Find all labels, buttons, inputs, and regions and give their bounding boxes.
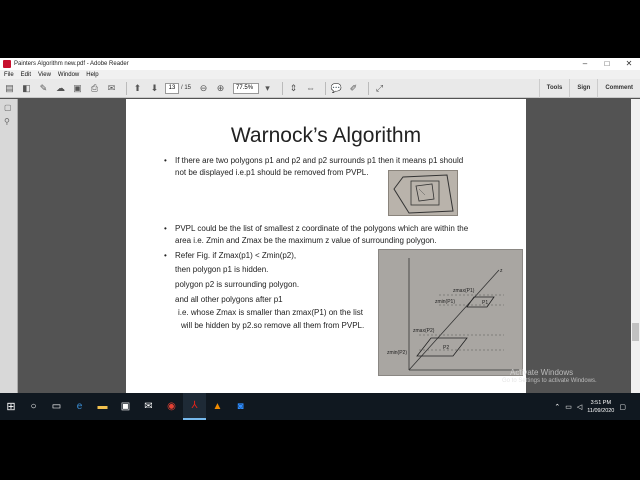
comment-button[interactable]: Comment [597,79,640,98]
menu-help[interactable]: Help [86,71,99,78]
text-line-c: and all other polygons after p1 [175,295,283,304]
zoom-select[interactable]: 77.5% [233,83,259,94]
start-button[interactable]: ⊞ [6,401,16,413]
task-view-icon[interactable]: ▭ [51,401,62,412]
bullet-1-line-1: • If there are two polygons p1 and p2 and p2 surrounds p1 then it means p1 should [175,155,463,167]
file-explorer-icon[interactable]: ▬ [97,401,108,412]
share-icon[interactable]: ☁ [56,82,65,93]
open-icon[interactable]: ▤ [5,82,14,93]
fig-label-p2: P2 [443,345,450,351]
comment-icon[interactable]: 💬 [330,82,343,93]
edge-icon[interactable]: e [76,401,83,412]
figure-surrounding-polygons [388,170,458,216]
minimize-button[interactable]: – [582,59,588,68]
page-number-input[interactable]: 13 [165,83,179,94]
notifications-icon[interactable]: ▢ [619,403,626,411]
close-button[interactable]: ✕ [625,59,633,68]
print-icon[interactable]: ⎙ [90,82,99,93]
fig-label-zmax-p2: zmax(P2) [413,328,435,334]
menu-view[interactable]: View [38,71,51,78]
bullet-1-line-2: not be displayed i.e.p1 should be removed from PVPL. [175,168,369,177]
zoom-dropdown-icon[interactable]: ▾ [265,82,270,93]
letterbox-bottom [0,420,640,480]
mail-icon[interactable]: ✉ [144,401,153,412]
slide-title: Warnock’s Algorithm [230,124,422,147]
fig-label-zmin-p2: zmin(P2) [387,350,408,356]
zoom-out-icon[interactable]: ⊖ [199,82,208,93]
volume-icon[interactable]: ◁ [576,403,583,411]
bullet-3-line-1: • Refer Fig. if Zmax(p1) < Zmin(p2), [175,250,296,262]
chrome-icon[interactable]: ◉ [167,401,176,412]
clock-time: 3:51 PM [590,399,612,406]
text-line-b: polygon p2 is surrounding polygon. [175,280,300,289]
title-bar [0,58,640,70]
zoom-in-icon[interactable]: ⊕ [216,82,225,93]
window-title: Painters Algorithm new.pdf - Adobe Reader [14,61,129,67]
bullet-2-line-1: • PVPL could be the list of smallest z coordinate of the polygons which are within the [175,223,468,235]
read-mode-icon[interactable]: ⤢ [375,82,384,93]
fig-label-zmin-p1: zmin(P1) [435,299,456,305]
edit-icon[interactable]: ✎ [39,82,48,93]
fit-width-icon[interactable]: ⇔ [306,83,316,93]
network-icon[interactable]: ▭ [565,403,572,411]
desktop-screen [0,58,640,420]
activate-windows-title: Activate Windows [510,368,574,377]
adobe-reader-taskbar-icon[interactable]: ⅄ [183,393,206,420]
scrollbar-thumb[interactable] [632,323,639,341]
page-thumbnails-icon[interactable]: ▢ [4,103,12,112]
adobe-reader-icon [3,60,11,68]
navigation-pane [0,99,18,420]
tools-button[interactable]: Tools [539,79,570,98]
system-tray [554,393,626,420]
highlight-icon[interactable]: ✐ [349,82,358,93]
text-line-a: then polygon p1 is hidden. [175,265,269,274]
letterbox-top [0,0,640,58]
sign-button[interactable]: Sign [569,79,597,98]
menu-bar [0,70,640,79]
next-page-icon[interactable]: ⬇ [150,82,159,93]
maximize-button[interactable]: □ [604,59,610,68]
vlc-icon[interactable]: ▲ [212,401,223,412]
menu-edit[interactable]: Edit [20,71,32,78]
bullet-2-line-2: area i.e. Zmin and Zmax be the maximum z value of surrounding polygon. [175,236,437,245]
prev-page-icon[interactable]: ⬆ [133,82,142,93]
clock[interactable] [587,399,614,415]
menu-window[interactable]: Window [57,71,80,78]
fig-label-p1: P1 [482,300,489,306]
text-line-e: will be hidden by p2.so remove all them from PVPL. [181,321,365,330]
page-total: / 15 [181,85,192,91]
pdf-page [126,99,526,419]
zoom-icon[interactable]: ◙ [237,401,244,412]
text-line-d: i.e. whose Zmax is smaller than zmax(P1) on the list [178,308,363,317]
figure-z-depth-polygons [378,249,523,376]
email-icon[interactable]: ✉ [107,82,116,93]
search-icon[interactable]: ○ [30,401,37,412]
vertical-scrollbar[interactable] [631,99,640,420]
activate-windows-subtitle: Go to Settings to activate Windows. [502,378,597,384]
fig-label-zmax-p1: zmax(P1) [453,288,475,294]
fit-page-icon[interactable]: ⇕ [289,82,298,93]
save-icon[interactable]: ▣ [73,82,82,93]
menu-file[interactable]: File [4,71,14,78]
clock-date: 11/09/2020 [587,407,615,414]
fig-label-axis-z: z [500,268,503,274]
store-icon[interactable]: ▣ [120,401,131,412]
attachments-icon[interactable]: ⚲ [4,117,10,126]
create-pdf-icon[interactable]: ◧ [22,82,31,93]
toolbar [0,79,640,98]
taskbar [0,393,640,420]
tray-chevron-icon[interactable]: ⌃ [554,403,561,411]
